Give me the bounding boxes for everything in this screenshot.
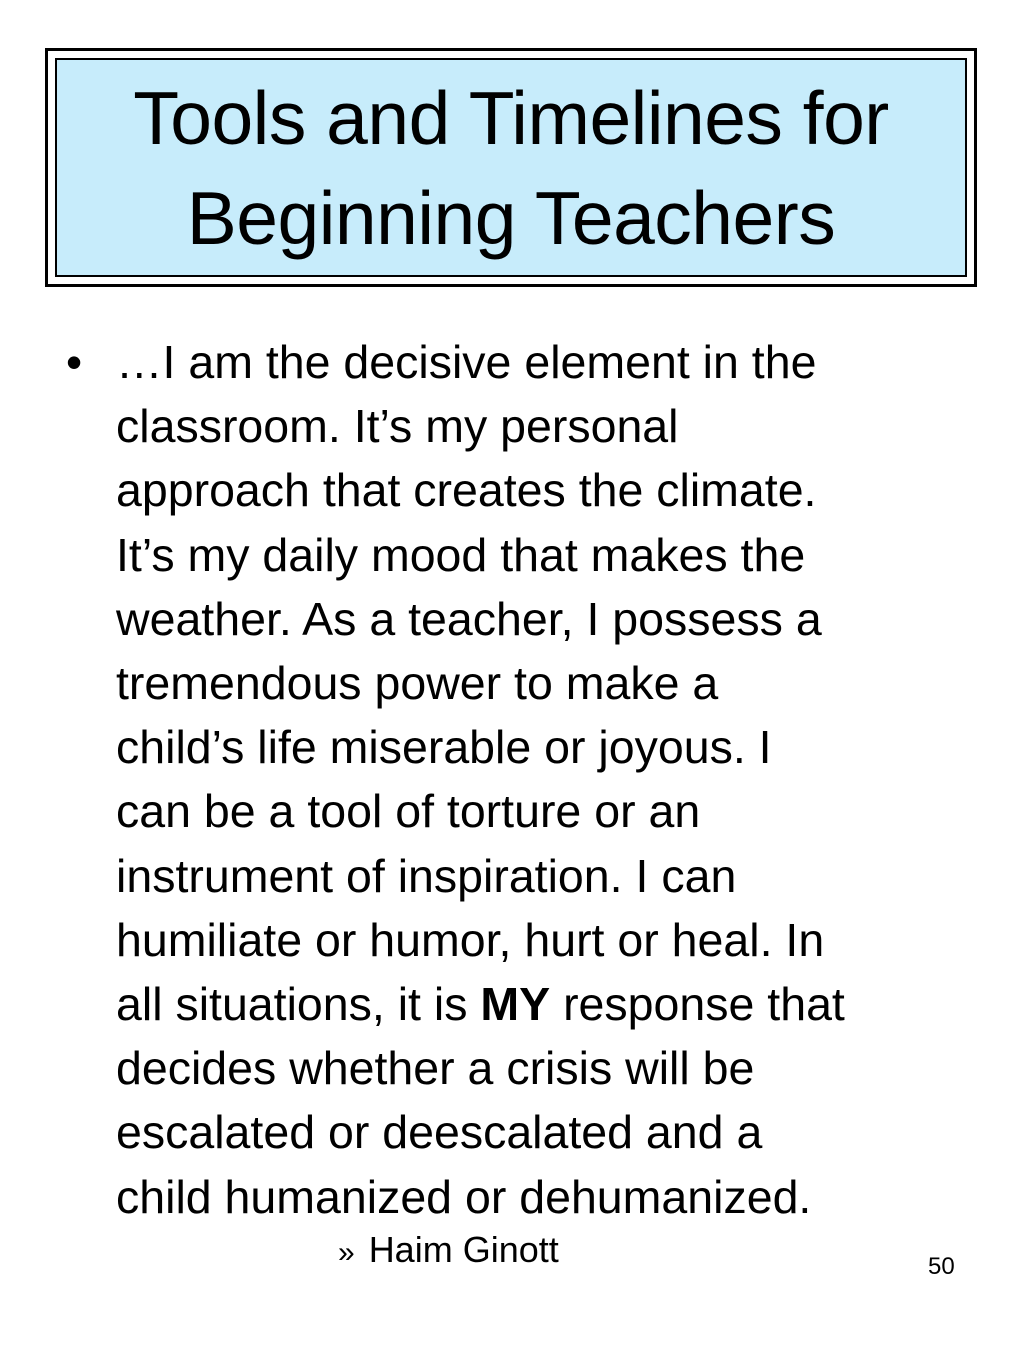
title-box-inner (55, 58, 967, 277)
quote-line: classroom. It’s my personal (116, 400, 679, 453)
attribution-author: Haim Ginott (368, 1229, 559, 1270)
title-line-2: Beginning Teachers (186, 175, 836, 260)
bullet-icon: • (66, 336, 83, 388)
title-box (45, 48, 977, 287)
quote-block (60, 330, 980, 1229)
quote-segment: response that (550, 978, 845, 1031)
page-number: 50 (928, 1253, 955, 1280)
quote-line: escalated or deescalated and a (116, 1106, 763, 1159)
quote-line: humiliate or humor, hurt or heal. In (116, 913, 825, 966)
quote-line: tremendous power to make a (116, 657, 719, 710)
emphasis-my: MY (480, 978, 551, 1031)
slide-title (133, 68, 889, 268)
quote-line: can be a tool of torture or an (116, 785, 701, 838)
bullet-item (60, 330, 980, 1229)
quote-line: weather. As a teacher, I possess a (116, 592, 822, 645)
quote-line: approach that creates the climate. (116, 464, 817, 517)
sub-bullet-icon: » (338, 1236, 355, 1269)
quote-line-emphasis (116, 972, 966, 1036)
quote-line: It’s my daily mood that makes the (116, 528, 806, 581)
quote-line: instrument of inspiration. I can (116, 849, 737, 902)
quote-line: child humanized or dehumanized. (116, 1170, 812, 1223)
attribution (338, 1228, 559, 1275)
quote-text (116, 330, 966, 1229)
quote-line: child’s life miserable or joyous. I (116, 721, 772, 774)
quote-segment: all situations, it is (116, 978, 481, 1031)
title-line-1: Tools and Timelines for (133, 75, 889, 160)
quote-line: …I am the decisive element in the (116, 336, 817, 388)
quote-line: decides whether a crisis will be (116, 1042, 755, 1095)
